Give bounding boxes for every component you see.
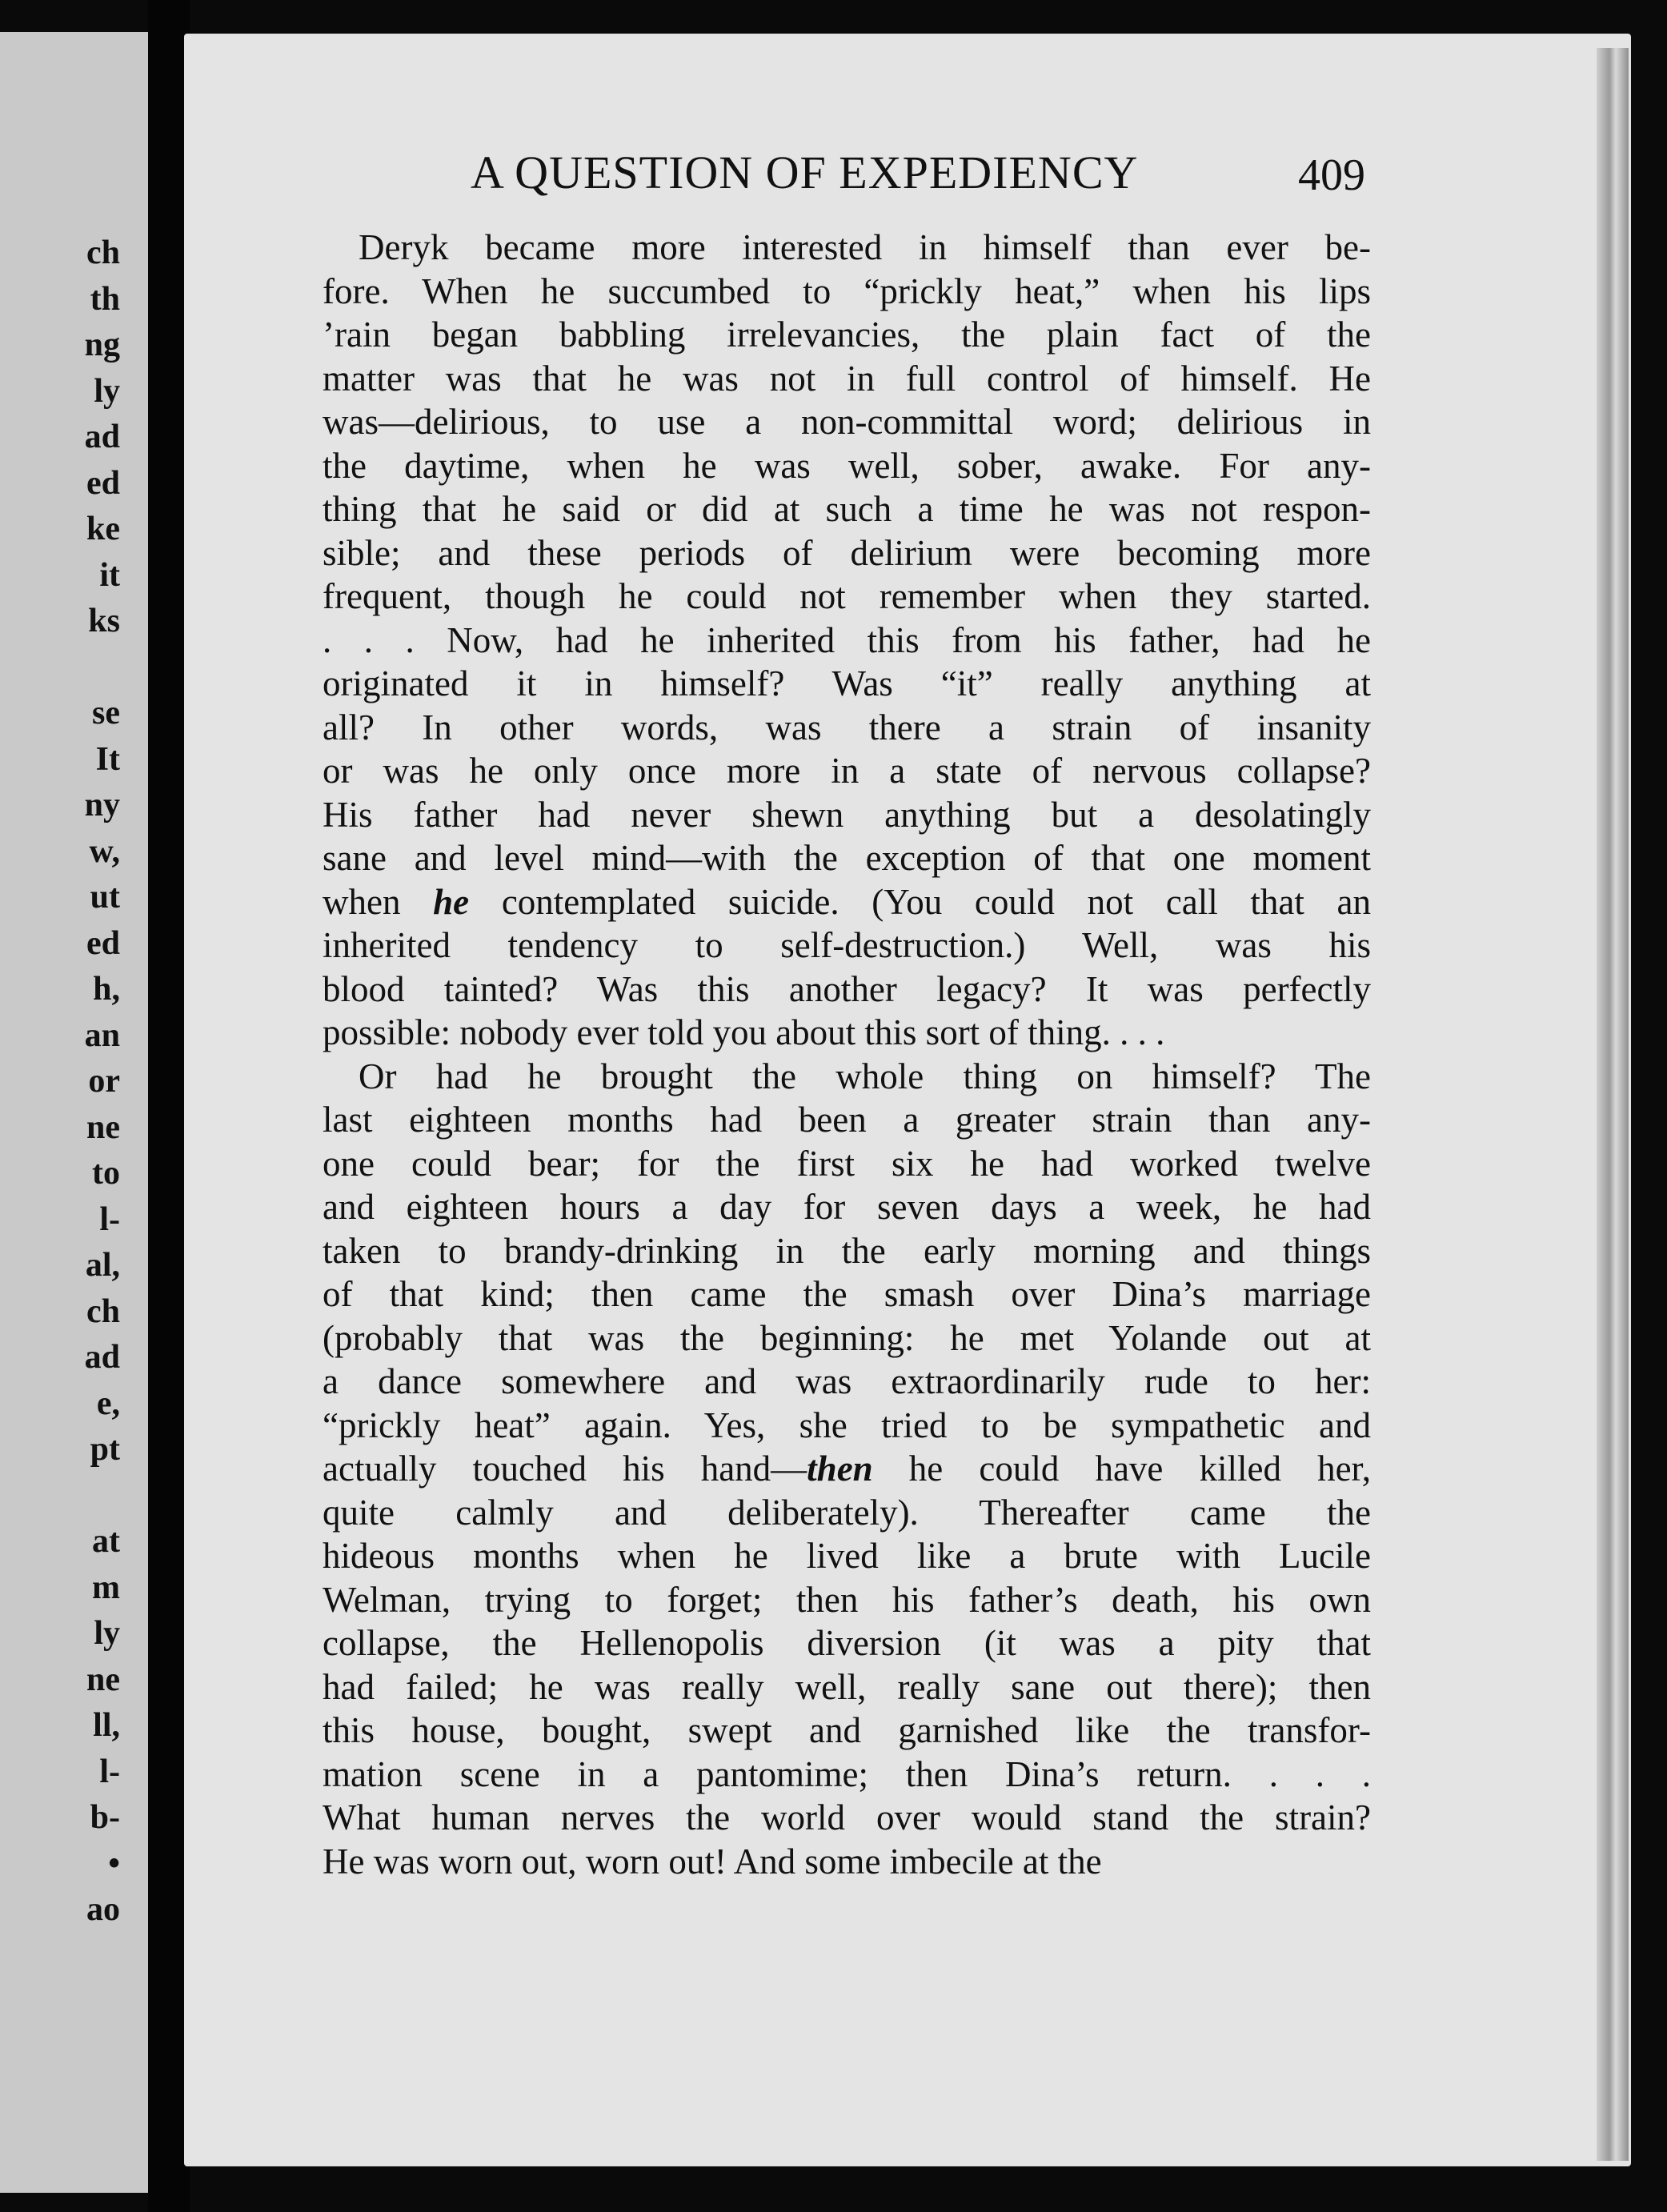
emphasized-word: he xyxy=(433,881,470,922)
facing-page-fragment: ed xyxy=(86,924,120,962)
text-line: He was worn out, worn out! And some imbecile at the xyxy=(323,1841,1102,1881)
text-segment: when xyxy=(323,881,434,922)
text-line: quite calmly and deliberately). Thereafter came the xyxy=(323,1492,1371,1533)
facing-page-fragment: ao xyxy=(86,1891,120,1928)
facing-page-fragment: ke xyxy=(86,511,120,547)
text-line: all? In other words, was there a strain of insanity xyxy=(323,707,1371,747)
facing-page-fragment: ch xyxy=(86,234,120,271)
text-line: or was he only once more in a state of nervous collapse? xyxy=(323,751,1371,791)
page-number: 409 xyxy=(1298,150,1365,200)
facing-page-fragment: ly xyxy=(94,1615,120,1652)
page-header xyxy=(184,146,1631,210)
facing-page-fragment: ch xyxy=(86,1292,120,1330)
text-line: of that kind; then came the smash over Dina’s marriage xyxy=(323,1274,1371,1314)
text-line: His father had never shewn anything but a desolatingly xyxy=(323,794,1371,835)
page-stack-edge xyxy=(1597,48,1629,2161)
text-line: originated it in himself? Was “it” really anything at xyxy=(323,663,1371,703)
facing-page-fragment: b- xyxy=(90,1799,120,1836)
text-line: (probably that was the beginning: he met Yolande out at xyxy=(323,1317,1371,1358)
facing-page-fragment: ny xyxy=(84,787,120,823)
facing-page-fragment: ad xyxy=(84,1339,120,1376)
facing-page-fragment: at xyxy=(92,1523,120,1560)
text-line: matter was that he was not in full control of himself. He xyxy=(323,358,1371,399)
text-line: and eighteen hours a day for seven days a week, he had xyxy=(323,1187,1371,1227)
facing-page-fragment: th xyxy=(90,280,120,318)
text-segment: he could have killed her, xyxy=(872,1449,1371,1489)
facing-page-fragment: ly xyxy=(94,372,120,410)
emphasized-word: then xyxy=(807,1449,873,1489)
facing-page-fragment: an xyxy=(84,1016,120,1054)
facing-page-fragment: ll, xyxy=(93,1707,120,1744)
text-line: “prickly heat” again. Yes, she tried to be sympathetic and xyxy=(323,1405,1371,1445)
facing-page-fragment: w, xyxy=(89,832,120,870)
facing-page-fragment: ad xyxy=(84,419,120,455)
text-segment: contemplated suicide. (You could not call that an xyxy=(469,881,1371,922)
facing-page-fragment: h, xyxy=(93,971,120,1008)
facing-page-fragment: al, xyxy=(85,1247,120,1284)
facing-page-fragment: It xyxy=(95,740,120,778)
text-line: thing that he said or did at such a time he was not respon- xyxy=(323,489,1371,529)
text-line: Or had he brought the whole thing on himself? The xyxy=(359,1056,1371,1096)
facing-page-fragment: ks xyxy=(88,603,120,639)
text-segment: actually touched his hand— xyxy=(323,1449,807,1489)
facing-page-fragment: • xyxy=(108,1845,120,1882)
text-line: had failed; he was really well, really sane out there); then xyxy=(323,1666,1371,1707)
facing-page-fragment: ng xyxy=(84,327,120,363)
facing-page-fragment: ne xyxy=(86,1661,120,1698)
text-line: last eighteen months had been a greater strain than any- xyxy=(323,1100,1371,1140)
book-page xyxy=(184,34,1631,2166)
text-line: . . . Now, had he inherited this from his father, had he xyxy=(323,619,1371,660)
text-line: Welman, trying to forget; then his father’s death, his own xyxy=(323,1579,1371,1620)
fragment-gap xyxy=(0,651,120,697)
facing-page-text-fragments xyxy=(0,236,120,1939)
facing-page-fragment: to xyxy=(92,1155,120,1192)
text-line xyxy=(323,1447,1371,1491)
text-line: the daytime, when he was well, sober, awake. For any- xyxy=(323,445,1371,486)
facing-page-fragment: m xyxy=(92,1569,120,1606)
facing-page-fragment: ed xyxy=(86,464,120,502)
text-line: taken to brandy-drinking in the early morning and things xyxy=(323,1230,1371,1271)
facing-page-fragment: it xyxy=(99,556,120,594)
text-line: blood tainted? Was this another legacy? It was perfectly xyxy=(323,968,1371,1009)
text-line: Deryk became more interested in himself than ever be- xyxy=(359,227,1371,267)
text-line: was—delirious, to use a non-committal word; delirious in xyxy=(323,402,1371,442)
facing-page-fragment: se xyxy=(92,695,120,731)
text-line: frequent, though he could not remember when they started. xyxy=(323,576,1371,616)
text-line: possible: nobody ever told you about this sort of thing. . . . xyxy=(323,1012,1165,1052)
text-line: this house, bought, swept and garnished like the transfor- xyxy=(323,1710,1371,1750)
text-line: hideous months when he lived like a brute with Lucile xyxy=(323,1536,1371,1576)
facing-page-fragment: ne xyxy=(86,1108,120,1146)
text-line: sane and level mind—with the exception of that one moment xyxy=(323,838,1371,878)
text-line: inherited tendency to self-destruction.) Well, was his xyxy=(323,925,1371,965)
facing-page-edge xyxy=(0,32,148,2193)
text-line: sible; and these periods of delirium were becoming more xyxy=(323,532,1371,573)
body-text xyxy=(323,226,1371,1883)
text-line: collapse, the Hellenopolis diversion (it was a pity that xyxy=(323,1623,1371,1663)
facing-page-fragment: ut xyxy=(90,879,120,916)
text-line: fore. When he succumbed to “prickly heat,” when his lips xyxy=(323,270,1371,311)
facing-page-fragment: l- xyxy=(99,1753,120,1790)
text-line: What human nerves the world over would stand the strain? xyxy=(323,1797,1371,1837)
text-line: one could bear; for the first six he had worked twelve xyxy=(323,1143,1371,1184)
facing-page-fragment: pt xyxy=(90,1431,120,1468)
text-line xyxy=(323,880,1371,924)
running-title: A QUESTION OF EXPEDIENCY xyxy=(471,146,1139,198)
text-line: ’rain began babbling irrelevancies, the plain fact of the xyxy=(323,315,1371,355)
facing-page-fragment: or xyxy=(88,1063,120,1100)
facing-page-fragment: l- xyxy=(99,1200,120,1238)
facing-page-fragment: e, xyxy=(96,1385,120,1422)
text-line: a dance somewhere and was extraordinarily rude to her: xyxy=(323,1361,1371,1401)
text-line: mation scene in a pantomime; then Dina’s return. . . . xyxy=(323,1753,1371,1794)
fragment-gap xyxy=(0,1479,120,1525)
